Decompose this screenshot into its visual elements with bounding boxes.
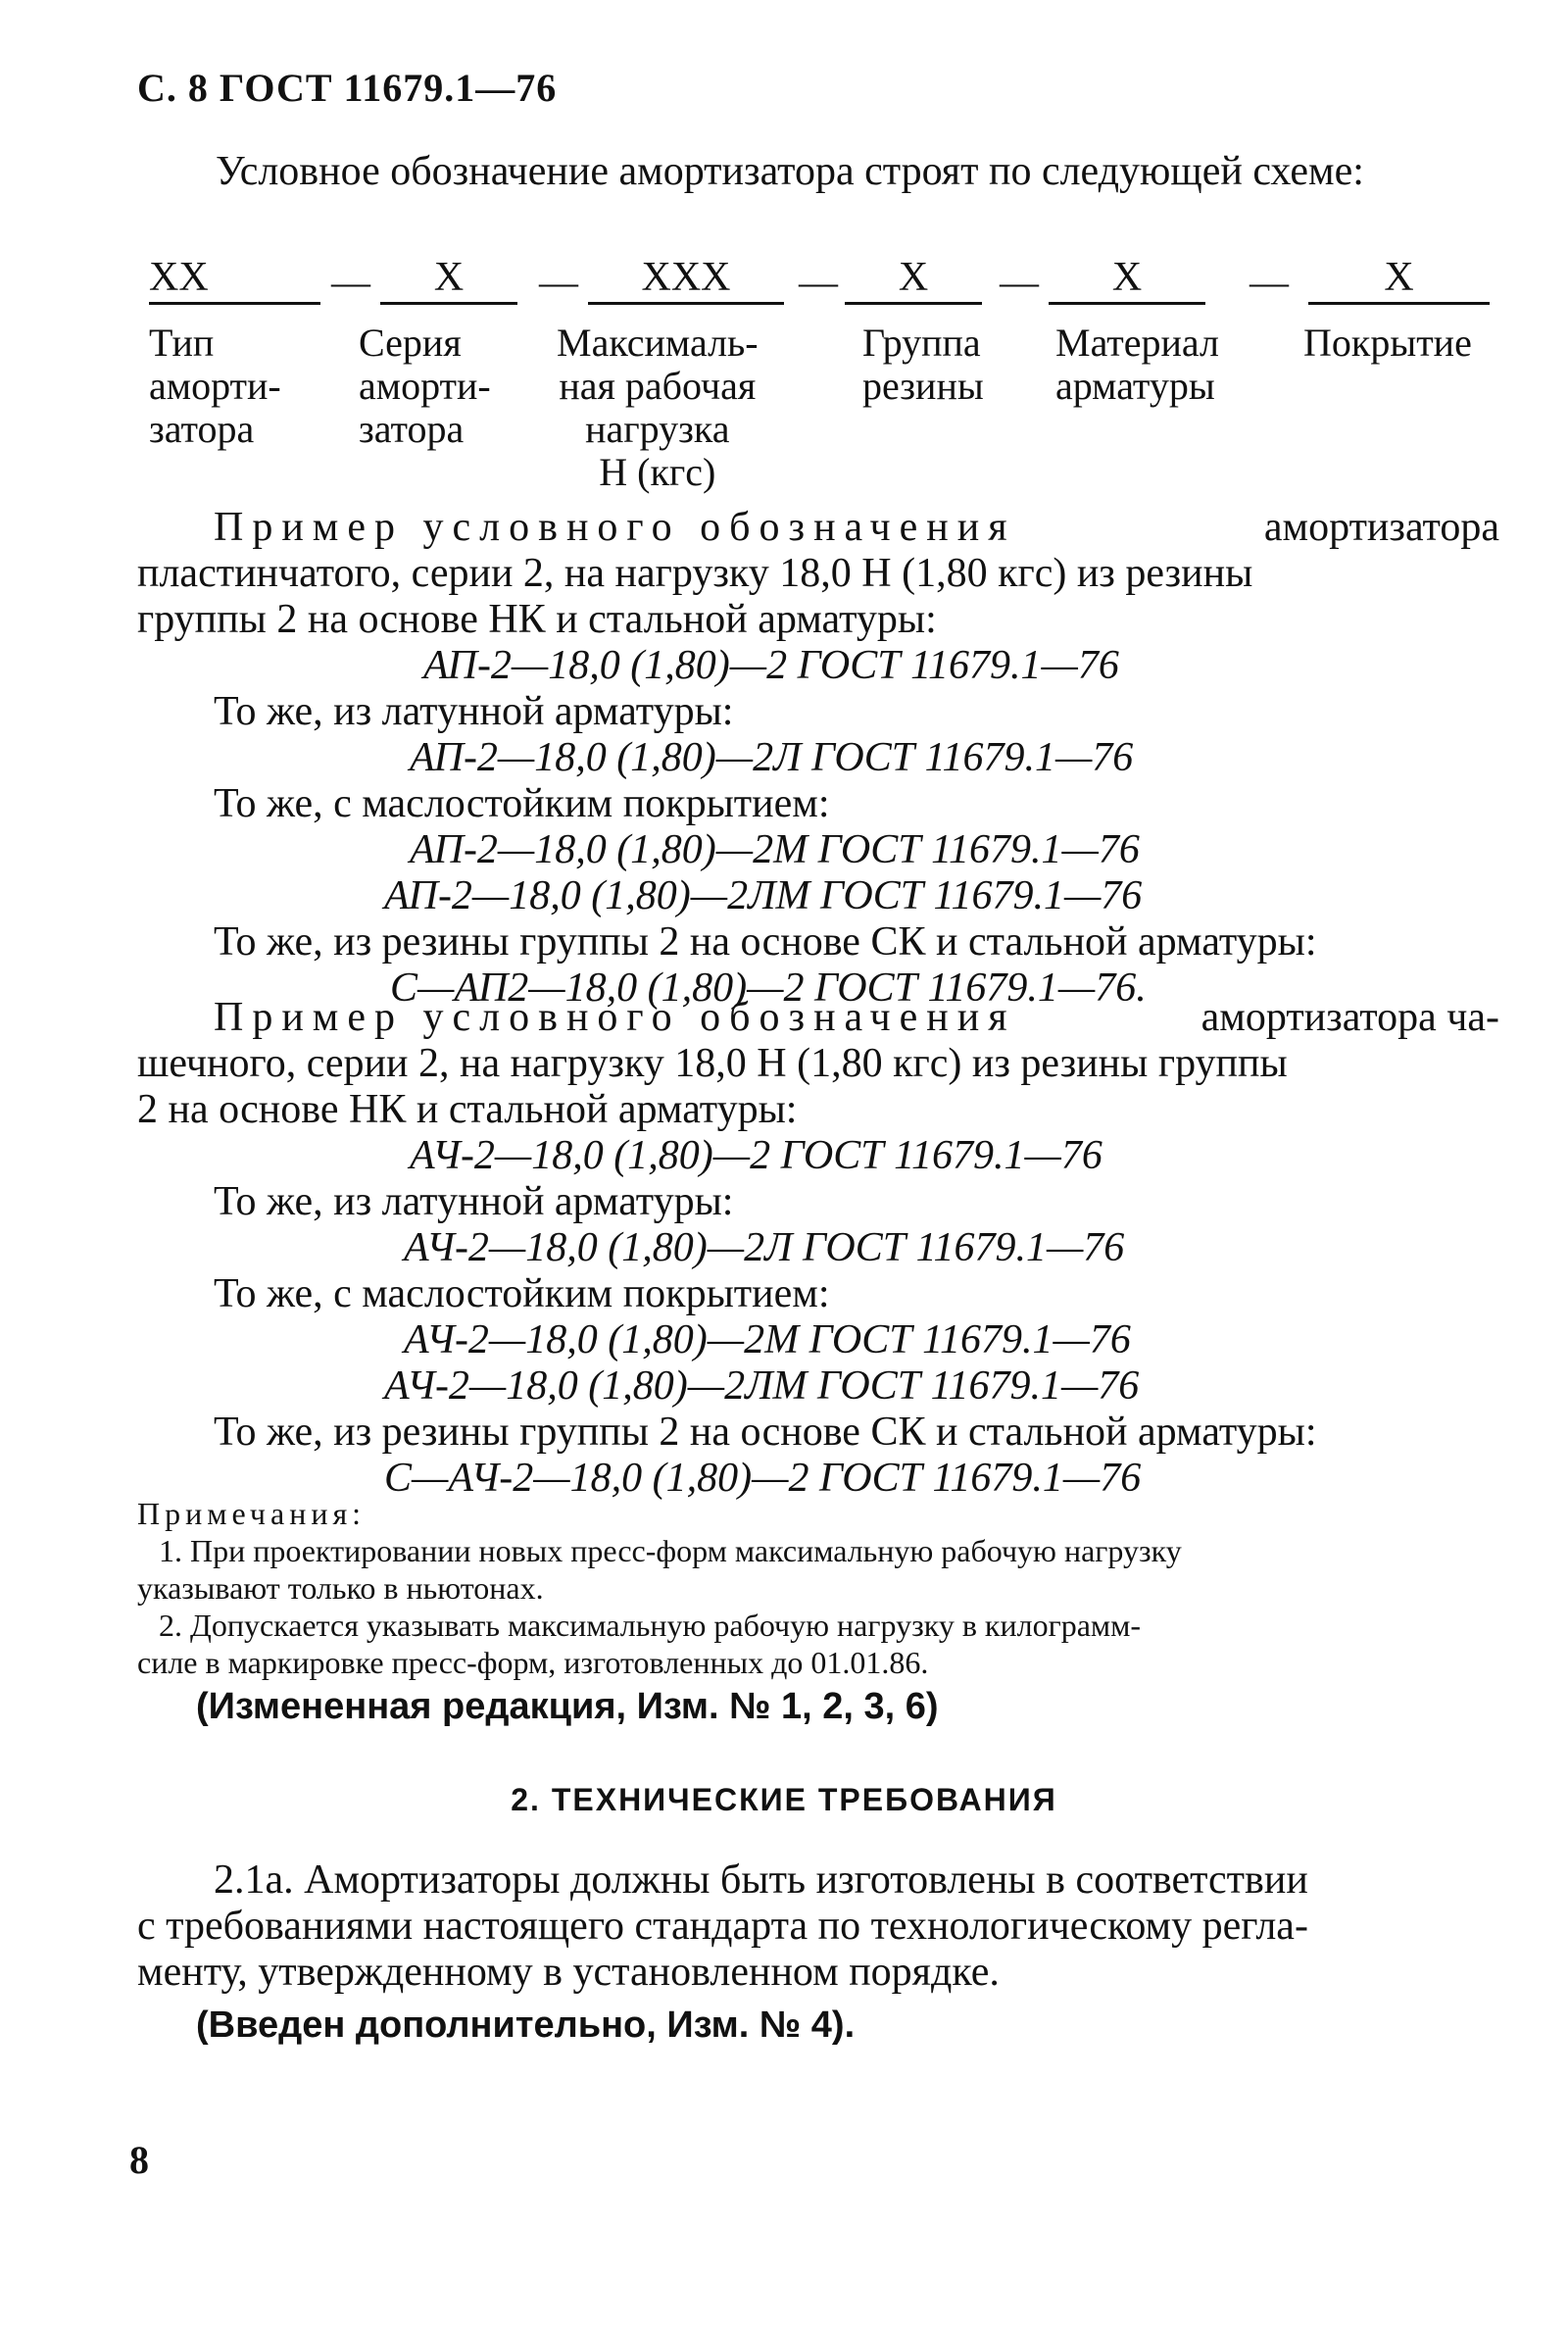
example-lead: Пример условного обозначения xyxy=(214,995,1016,1040)
designation-example: С—АП2—18,0 (1,80)—2 ГОСТ 11679.1—76. xyxy=(390,965,1147,1011)
example-block-plate: Пример условного обозначения амортизатора пластинчатого, серии 2, на нагрузку 18,0 Н (1,80 кгс) из резины группы 2 на основе НК и стальной арматуры: АП-2—18,0 (1,80)—2 ГОСТ 11679.1—76 То же, из латунной арматуры: АП-2—18,0 (1,80)—2Л ГОСТ 11679.1—76 То же, с маслостойким покрытием: АП-2—18,0 (1,80)—2М ГОСТ 11679.1—76 АП-2—18,0 (1,80)—2ЛМ ГОСТ 11679.1—76 То же, из резины группы 2 на основе СК и стальной арматуры: С—АП2—18,0 (1,80)—2 ГОСТ 11679.1—76. xyxy=(137,505,1499,1011)
scheme-dash: — xyxy=(1250,260,1289,304)
designation-example: АЧ-2—18,0 (1,80)—2 ГОСТ 11679.1—76 xyxy=(410,1133,1102,1178)
designation-example: АП-2—18,0 (1,80)—2Л ГОСТ 11679.1—76 xyxy=(410,735,1134,780)
scheme-code-rubber: X xyxy=(845,253,982,305)
scheme-label-material: Материал арматуры xyxy=(1055,321,1219,408)
intro-paragraph: Условное обозначение амортизатора строят по следующей схеме: xyxy=(216,149,1364,194)
designation-example: АЧ-2—18,0 (1,80)—2ЛМ ГОСТ 11679.1—76 xyxy=(384,1363,1140,1409)
scheme-code-series: X xyxy=(380,253,517,305)
page-number: 8 xyxy=(129,2138,149,2182)
designation-example: АП-2—18,0 (1,80)—2 ГОСТ 11679.1—76 xyxy=(423,643,1119,688)
scheme-code-load: XXX xyxy=(588,253,784,305)
revision-note: (Измененная редакция, Изм. № 1, 2, 3, 6) xyxy=(196,1686,939,1727)
designation-example: АЧ-2—18,0 (1,80)—2Л ГОСТ 11679.1—76 xyxy=(404,1225,1125,1270)
scheme-code-coating: X xyxy=(1308,253,1490,305)
designation-example: АП-2—18,0 (1,80)—2ЛМ ГОСТ 11679.1—76 xyxy=(384,873,1143,918)
scheme-label-series: Серия аморти- затора xyxy=(359,321,491,451)
scheme-code-type: XX xyxy=(149,253,320,305)
page-header: С. 8 ГОСТ 11679.1—76 xyxy=(137,66,558,110)
notes-title: Примечания: xyxy=(137,1496,367,1531)
scheme-label-coating: Покрытие xyxy=(1303,321,1472,365)
designation-example: С—АЧ-2—18,0 (1,80)—2 ГОСТ 11679.1—76 xyxy=(384,1456,1142,1501)
scheme-dash: — xyxy=(331,260,370,304)
scheme-code-material: X xyxy=(1049,253,1205,305)
scheme-label-load: Максималь- ная рабочая нагрузка Н (кгс) xyxy=(557,321,759,494)
section-paragraph: 2.1а. Амортизаторы должны быть изготовлены в соответствии с требованиями настоящего стандарта по технологическому регла- менту, утвержденному в установленном порядке. xyxy=(137,1857,1308,1995)
designation-example: АП-2—18,0 (1,80)—2М ГОСТ 11679.1—76 xyxy=(410,827,1140,872)
revision-note: (Введен дополнительно, Изм. № 4). xyxy=(196,2005,856,2046)
designation-scheme xyxy=(137,253,1499,498)
section-title: 2. ТЕХНИЧЕСКИЕ ТРЕБОВАНИЯ xyxy=(511,1782,1057,1817)
scheme-dash: — xyxy=(799,260,838,304)
example-lead: Пример условного обозначения xyxy=(214,505,1016,550)
scheme-dash: — xyxy=(539,260,578,304)
designation-example: АЧ-2—18,0 (1,80)—2М ГОСТ 11679.1—76 xyxy=(404,1317,1131,1362)
scheme-label-rubber: Группа резины xyxy=(862,321,984,408)
notes-section: Примечания: 1. При проектировании новых пресс-форм максимальную рабочую нагрузку указывают только в ньютонах. 2. Допускается указывать максимальную рабочую нагрузку в килограмм- силе в маркировке пресс-форм, изготовленных до 01.01.86. xyxy=(137,1495,1499,1681)
example-block-cup: Пример условного обозначения амортизатора ча- шечного, серии 2, на нагрузку 18,0 Н (1,80 кгс) из резины группы 2 на основе НК и стальной арматуры: АЧ-2—18,0 (1,80)—2 ГОСТ 11679.1—76 То же, из латунной арматуры: АЧ-2—18,0 (1,80)—2Л ГОСТ 11679.1—76 То же, с маслостойким покрытием: АЧ-2—18,0 (1,80)—2М ГОСТ 11679.1—76 АЧ-2—18,0 (1,80)—2ЛМ ГОСТ 11679.1—76 То же, из резины группы 2 на основе СК и стальной арматуры: С—АЧ-2—18,0 (1,80)—2 ГОСТ 11679.1—76 xyxy=(137,995,1499,1501)
scheme-dash: — xyxy=(1000,260,1039,304)
scheme-label-type: Тип аморти- затора xyxy=(149,321,281,451)
